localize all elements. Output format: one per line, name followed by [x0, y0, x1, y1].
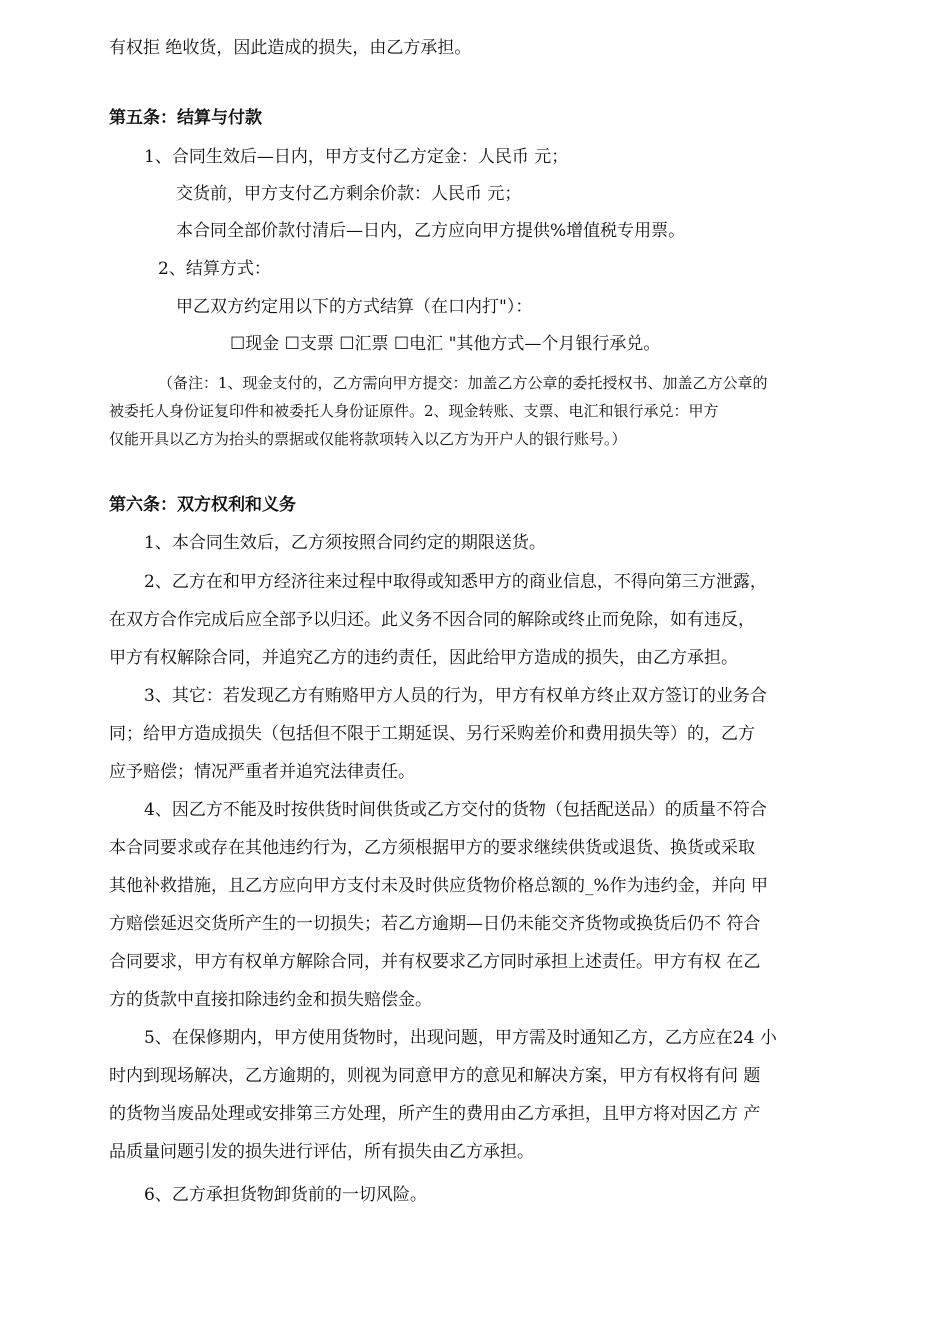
section-6-line: 4、因乙方不能及时按供货时间供货或乙方交付的货物（包括配送品）的质量不符合 [144, 800, 767, 820]
note-line-1: （备注：1、现金支付的，乙方需向甲方提交：加盖乙方公章的委托授权书、加盖乙方公章的 [158, 374, 768, 392]
section-6-line: 品质量问题引发的损失进行评估，所有损失由乙方承担。 [109, 1142, 534, 1162]
section-6-line: 方的货款中直接扣除违约金和损失赔偿金。 [109, 990, 432, 1010]
note-line-3: 仅能开具以乙方为抬头的票据或仅能将款项转入以乙方为开户人的银行账号。） [109, 430, 627, 448]
section-5-item-2: 2、结算方式： [158, 259, 271, 279]
section-6-line: 时内到现场解决，乙方逾期的，则视为同意甲方的意见和解决方案，甲方有权将有问 题 [109, 1066, 761, 1086]
section-6-line: 应予赔偿；情况严重者并追究法律责任。 [109, 762, 415, 782]
section-5-item-1c: 本合同全部价款付清后—日内，乙方应向甲方提供%增值税专用票。 [176, 221, 686, 241]
paragraph-top: 有权拒 绝收货，因此造成的损失，由乙方承担。 [109, 38, 472, 58]
section-6-line: 在双方合作完成后应全部予以归还。此义务不因合同的解除或终止而免除，如有违反， [109, 610, 755, 630]
section-6-line: 其他补救措施，且乙方应向甲方支付未及时供应货物价格总额的_%作为违约金，并向 甲 [109, 876, 769, 896]
section-5-item-2a: 甲乙双方约定用以下的方式结算（在口内打"）： [176, 297, 533, 317]
section-5-item-1b: 交货前，甲方支付乙方剩余价款：人民币 元； [176, 184, 522, 204]
section-6-line: 的货物当废品处理或安排第三方处理，所产生的费用由乙方承担，且甲方将对因乙方 产 [109, 1104, 761, 1124]
section-6-line: 甲方有权解除合同，并追究乙方的违约责任，因此给甲方造成的损失，由乙方承担。 [109, 648, 738, 668]
section-6-line: 2、乙方在和甲方经济往来过程中取得或知悉甲方的商业信息，不得向第三方泄露， [144, 572, 767, 592]
section-6-line: 6、乙方承担货物卸货前的一切风险。 [144, 1185, 427, 1205]
section-5-item-1: 1、合同生效后—日内，甲方支付乙方定金：人民币 元； [144, 147, 569, 167]
section-6-heading: 第六条：双方权利和义务 [109, 495, 296, 515]
payment-options: ☐现金 ☐支票 ☐汇票 ☐电汇 "其他方式—个月银行承兑。 [230, 334, 661, 354]
note-line-2: 被委托人身份证复印件和被委托人身份证原件。2、现金转账、支票、电汇和银行承兑：甲方 [109, 402, 719, 420]
section-5-heading: 第五条：结算与付款 [109, 108, 262, 128]
section-6-line: 合同要求，甲方有权单方解除合同，并有权要求乙方同时承担上述责任。甲方有权 在乙 [109, 952, 761, 972]
section-6-line: 3、其它：若发现乙方有贿赂甲方人员的行为，甲方有权单方终止双方签订的业务合 [144, 686, 767, 706]
section-6-line: 方赔偿延迟交货所产生的一切损失；若乙方逾期—日仍未能交齐货物或换货后仍不 符合 [109, 914, 761, 934]
section-6-line: 1、本合同生效后，乙方须按照合同约定的期限送货。 [144, 533, 546, 553]
section-6-line: 本合同要求或存在其他违约行为，乙方须根据甲方的要求继续供货或退货、换货或采取 [109, 838, 755, 858]
section-6-line: 同；给甲方造成损失（包括但不限于工期延误、另行采购差价和费用损失等）的，乙方 [109, 724, 755, 744]
section-6-line: 5、在保修期内，甲方使用货物时，出现问题，甲方需及时通知乙方，乙方应在24 小 [144, 1028, 777, 1048]
